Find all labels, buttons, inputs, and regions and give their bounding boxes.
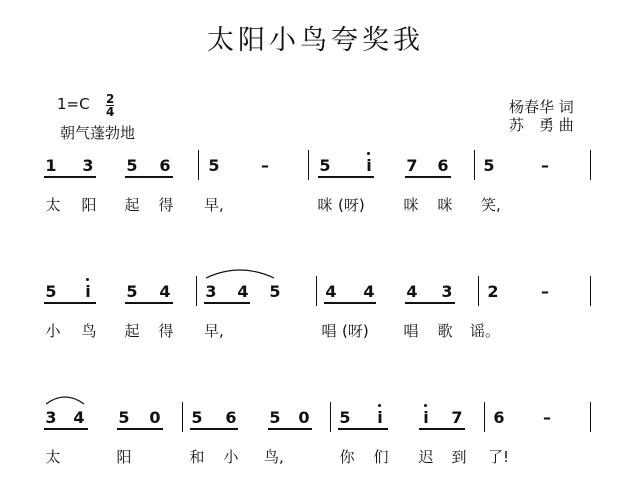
- note: i: [423, 408, 429, 427]
- lyric: 谣。: [470, 322, 501, 340]
- beam: [419, 428, 465, 430]
- time-signature-top: 2: [106, 92, 115, 106]
- lyric: 起: [124, 322, 140, 340]
- beam: [44, 428, 88, 430]
- note: 0: [298, 408, 310, 427]
- note: 4: [325, 282, 337, 301]
- beam: [405, 302, 455, 304]
- lyric: 阳: [81, 196, 97, 214]
- high-octave-dot: [378, 404, 381, 407]
- lyric: 咪: [437, 196, 453, 214]
- note: –: [543, 408, 551, 427]
- note: 5: [319, 156, 331, 175]
- bar-line: [330, 402, 331, 432]
- lyric: 早,: [204, 196, 224, 214]
- note: 5: [483, 156, 495, 175]
- note: 3: [205, 282, 217, 301]
- time-signature: [106, 93, 114, 118]
- note: 6: [159, 156, 171, 175]
- lyric: (呀): [342, 322, 369, 340]
- bar-line: [484, 402, 485, 432]
- slur: [204, 264, 276, 280]
- note: 4: [406, 282, 418, 301]
- note: 7: [451, 408, 463, 427]
- beam: [405, 176, 451, 178]
- bar-line: [478, 276, 479, 306]
- beam: [125, 302, 173, 304]
- note: 5: [191, 408, 203, 427]
- note: 5: [118, 408, 130, 427]
- note: –: [541, 282, 549, 301]
- tempo-marking: 朝气蓬勃地: [60, 124, 136, 142]
- note: 4: [363, 282, 375, 301]
- note: 7: [406, 156, 418, 175]
- note: 6: [493, 408, 505, 427]
- beam: [125, 176, 173, 178]
- lyric: 早,: [204, 322, 224, 340]
- lyric: 阳: [116, 448, 132, 466]
- time-signature-bottom: 4: [106, 105, 115, 119]
- lyric: 唱: [321, 322, 337, 340]
- bar-line: [182, 402, 183, 432]
- lyric: 们: [373, 448, 389, 466]
- note: 3: [82, 156, 94, 175]
- beam: [324, 302, 376, 304]
- note: i: [377, 408, 383, 427]
- note: 5: [208, 156, 220, 175]
- high-octave-dot: [367, 152, 370, 155]
- lyric: 得: [158, 322, 174, 340]
- note: 4: [237, 282, 249, 301]
- bar-line: [308, 150, 309, 180]
- note: 3: [441, 282, 453, 301]
- beam: [338, 428, 388, 430]
- lyric: 鸟: [81, 322, 97, 340]
- lyricist-credit: 杨春华 词: [509, 98, 574, 116]
- note: 5: [126, 156, 138, 175]
- bar-line: [590, 402, 591, 432]
- lyric: 唱: [403, 322, 419, 340]
- lyric: 歌: [437, 322, 453, 340]
- beam: [204, 302, 250, 304]
- slur: [44, 392, 86, 406]
- high-octave-dot: [86, 278, 89, 281]
- lyric: 太: [45, 448, 61, 466]
- note: 2: [487, 282, 499, 301]
- lyric: 太: [45, 196, 61, 214]
- note: –: [541, 156, 549, 175]
- lyric: 了!: [488, 448, 510, 466]
- bar-line: [590, 150, 591, 180]
- note: 0: [149, 408, 161, 427]
- beam: [44, 176, 96, 178]
- note: 3: [45, 408, 57, 427]
- note: 4: [73, 408, 85, 427]
- lyric: 到: [451, 448, 467, 466]
- bar-line: [474, 150, 475, 180]
- beam: [117, 428, 163, 430]
- lyric: 鸟,: [264, 448, 284, 466]
- lyric: 你: [339, 448, 355, 466]
- lyric: 小: [223, 448, 239, 466]
- beam: [318, 176, 374, 178]
- note: 6: [225, 408, 237, 427]
- note: 5: [269, 408, 281, 427]
- lyric: (呀): [338, 196, 365, 214]
- beam: [44, 302, 96, 304]
- bar-line: [196, 276, 197, 306]
- high-octave-dot: [424, 404, 427, 407]
- bar-line: [590, 276, 591, 306]
- song-title: 太阳小鸟夸奖我: [207, 25, 424, 56]
- note: 6: [437, 156, 449, 175]
- lyric: 小: [45, 322, 61, 340]
- beam: [190, 428, 238, 430]
- lyric: 咪: [403, 196, 419, 214]
- bar-line: [316, 276, 317, 306]
- lyric: 咪: [317, 196, 333, 214]
- note: 4: [159, 282, 171, 301]
- note: –: [261, 156, 269, 175]
- beam: [268, 428, 312, 430]
- note: 5: [126, 282, 138, 301]
- note: 1: [45, 156, 57, 175]
- lyric: 迟: [418, 448, 434, 466]
- bar-line: [198, 150, 199, 180]
- note: i: [366, 156, 372, 175]
- note: 5: [339, 408, 351, 427]
- lyric: 笑,: [481, 196, 501, 214]
- note: 5: [269, 282, 281, 301]
- key-signature: 1=C: [57, 95, 90, 113]
- lyric: 得: [158, 196, 174, 214]
- note: 5: [45, 282, 57, 301]
- note: i: [85, 282, 91, 301]
- lyric: 起: [124, 196, 140, 214]
- composer-credit: 苏 勇 曲: [509, 116, 574, 134]
- lyric: 和: [189, 448, 205, 466]
